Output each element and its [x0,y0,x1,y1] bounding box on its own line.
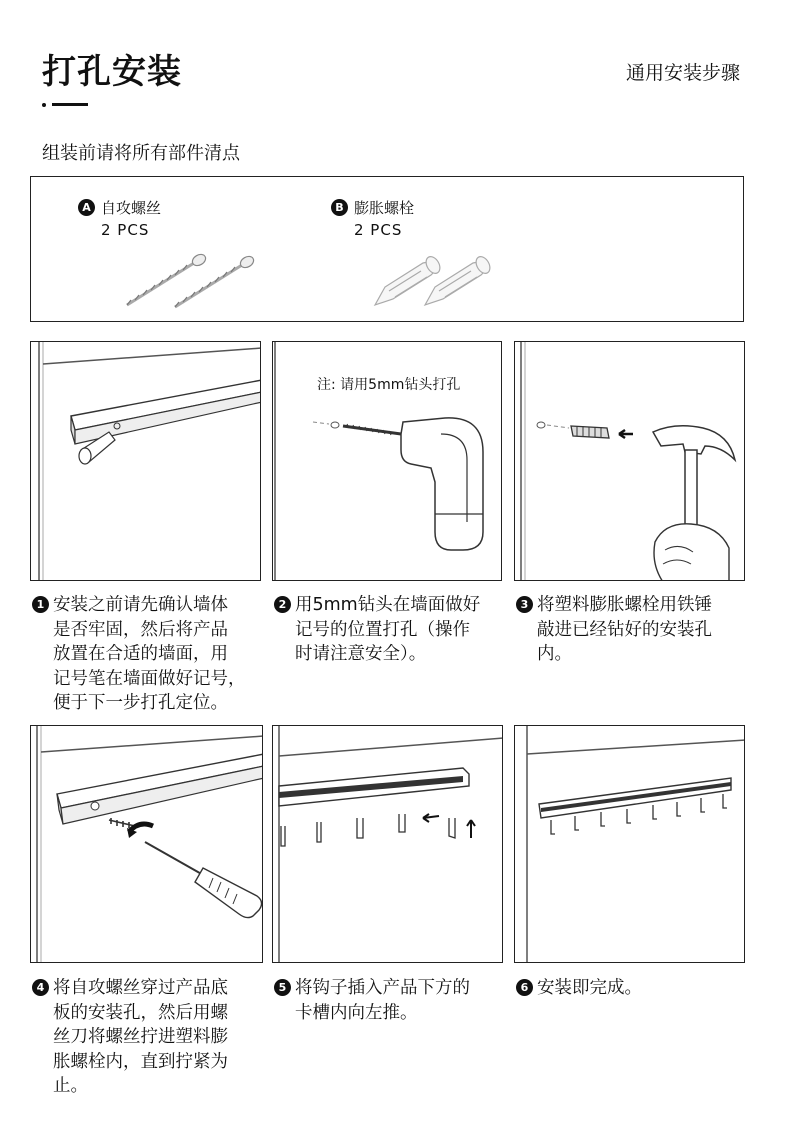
step-3-panel [514,341,745,581]
parts-list-box [30,176,744,322]
expansion-anchor-illustration [371,247,506,312]
check-parts-instruction: 组装前请将所有部件清点 [42,143,240,164]
part-a [78,197,161,239]
step-2-line: 时请注意安全）。 [295,644,427,664]
step-1-line: 便于下一步打孔定位。 [53,693,228,713]
mark-wall-illustration [31,342,261,581]
step-5-line: 卡槽内向左推。 [295,1002,418,1023]
step-4-number: 4 [32,979,49,996]
step-3-number: 3 [516,596,533,613]
step-2-line: 记号的位置打孔（操作 [295,619,470,640]
step-4-line: 丝刀将螺丝拧进塑料膨 [53,1027,228,1047]
step-1-number: 1 [32,596,49,613]
hook-insertion-illustration [273,726,503,963]
self-tapping-screw-illustration [119,245,259,315]
step-2-number: 2 [274,596,291,613]
step-1-caption [32,593,246,716]
completed-rail-illustration [515,726,745,963]
part-a-qty: 2 PCS [101,221,150,239]
step-6-number: 6 [516,979,533,996]
part-b-qty: 2 PCS [354,221,403,239]
step-1-line: 放置在合适的墙面，用 [53,644,228,664]
part-a-badge: A [78,199,95,216]
drill-bit-note: 注: 请用5mm钻头打孔 [317,377,461,393]
step-3-line: 内。 [537,644,572,664]
hammer-anchor-illustration [515,342,745,581]
part-a-name: 自攻螺丝 [101,199,162,217]
step-6-caption [516,976,642,1001]
page-title: 打孔安装 [42,52,182,92]
step-1-panel [30,341,261,581]
step-3-line: 将塑料膨胀螺栓用铁锤 [537,595,712,615]
step-1-line: 安装之前请先确认墙体 [53,595,228,615]
step-4-line: 将自攻螺丝穿过产品底 [53,978,228,998]
screw-fastening-illustration [31,726,263,963]
step-2-line: 用5mm钻头在墙面做好 [295,595,481,615]
step-4-line: 板的安装孔，然后用螺 [53,1002,228,1023]
step-5-panel [272,725,503,963]
part-b-badge: B [331,199,348,216]
part-b [331,197,414,239]
part-b-name: 膨胀螺栓 [354,199,415,217]
step-6-line: 安装即完成。 [537,978,642,998]
decorative-dot [42,103,46,107]
step-5-caption [274,976,470,1025]
step-2-caption [274,593,480,667]
step-1-line: 是否牢固，然后将产品 [53,619,228,640]
step-4-panel [30,725,263,963]
step-4-caption [32,976,228,1099]
step-4-line: 胀螺栓内，直到拧紧为 [53,1051,228,1072]
step-5-line: 将钩子插入产品下方的 [295,978,470,998]
step-1-line: 记号笔在墙面做好记号， [53,668,246,689]
step-5-number: 5 [274,979,291,996]
step-4-line: 止。 [53,1076,88,1096]
page-subtitle: 通用安装步骤 [625,62,740,84]
step-3-caption [516,593,712,667]
step-6-panel [514,725,745,963]
decorative-underline [52,103,88,106]
step-3-line: 敲进已经钻好的安装孔 [537,619,712,640]
step-2-panel [272,341,502,581]
